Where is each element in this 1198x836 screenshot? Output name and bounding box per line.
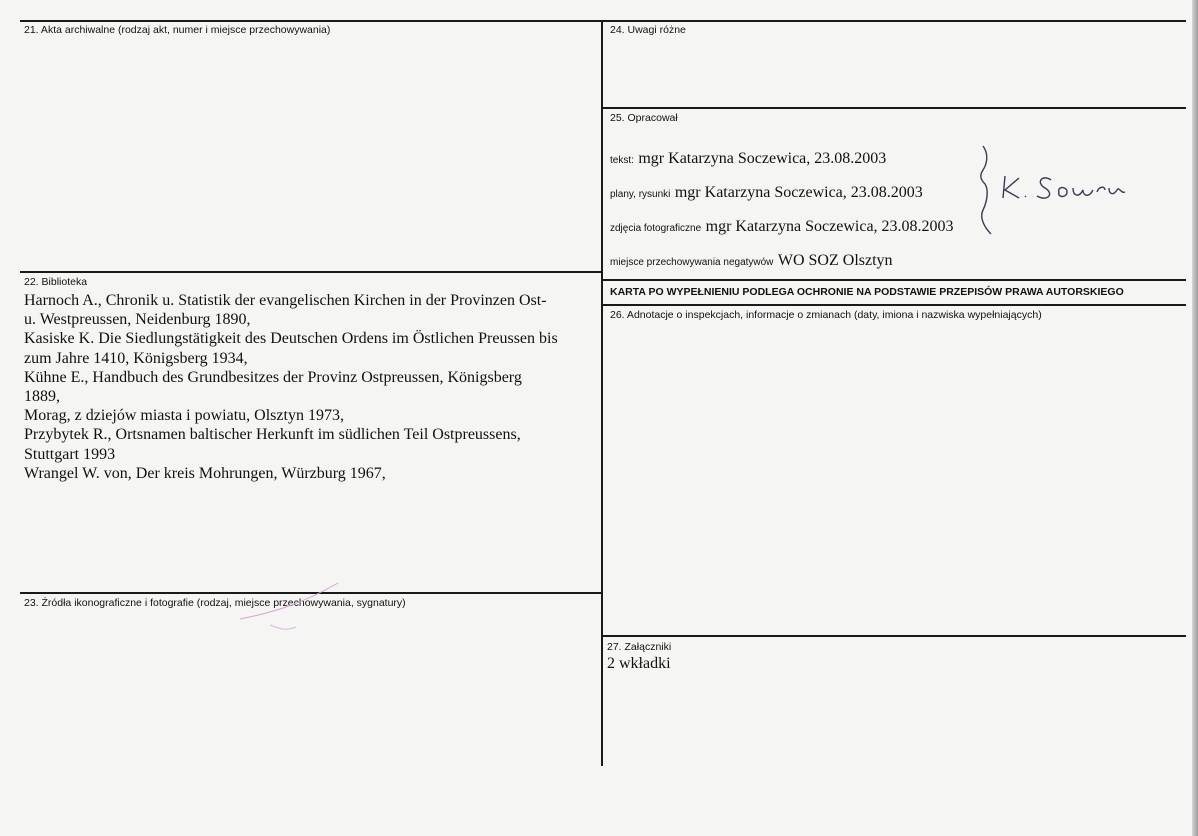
rule-25 <box>601 107 1186 109</box>
field-21-label: 21. Akta archiwalne (rodzaj akt, numer i miejsce przechowywania) <box>24 24 331 36</box>
bibliography-line: Morag, z dziejów miasta i powiatu, Olsztyn 1973, <box>24 407 344 425</box>
top-rule <box>20 20 1186 22</box>
author-photos-row <box>610 218 954 236</box>
negatives-location-value: WO SOZ Olsztyn <box>777 252 893 269</box>
rule-26 <box>601 304 1186 306</box>
negatives-location-row <box>610 252 893 270</box>
author-photos-value: mgr Katarzyna Soczewica, 23.08.2003 <box>705 218 954 235</box>
center-divider <box>601 20 603 766</box>
field-25-label: 25. Opracował <box>610 112 678 124</box>
field-24-label: 24. Uwagi różne <box>610 24 686 36</box>
bibliography-line: Kasiske K. Die Siedlungstätigkeit des Deutschen Ordens im Östlichen Preussen bis <box>24 330 558 348</box>
author-plans-row <box>610 184 923 202</box>
author-plans-value: mgr Katarzyna Soczewica, 23.08.2003 <box>674 184 923 201</box>
field-23-label: 23. Źródła ikonograficzne i fotografie (rodzaj, miejsce przechowywania, sygnatury) <box>24 597 406 609</box>
field-27-label: 27. Załączniki <box>607 641 672 653</box>
stray-pen-mark <box>230 575 350 635</box>
author-plans-prefix: plany, rysunki <box>610 189 671 200</box>
author-photos-prefix: zdjęcia fotograficzne <box>610 223 702 234</box>
bibliography-line: Wrangel W. von, Der kreis Mohrungen, Würzburg 1967, <box>24 464 386 482</box>
field-26-label: 26. Adnotacje o inspekcjach, informacje o zmianach (daty, imiona i nazwiska wypełniających) <box>610 309 1042 321</box>
attachments-value: 2 wkładki <box>607 655 671 672</box>
rule-22 <box>20 271 603 273</box>
bibliography-line: Harnoch A., Chronik u. Statistik der evangelischen Kirchen in der Provinzen Ost- <box>24 292 547 309</box>
bibliography-list <box>24 291 600 483</box>
negatives-location-prefix: miejsce przechowywania negatywów <box>610 257 774 268</box>
copyright-notice: KARTA PO WYPEŁNIENIU PODLEGA OCHRONIE NA PODSTAWIE PRZEPISÓW PRAWA AUTORSKIEGO <box>610 286 1124 298</box>
author-text-row <box>610 150 886 168</box>
rule-27 <box>601 635 1186 637</box>
bibliography-line: zum Jahre 1410, Königsberg 1934, <box>24 349 248 367</box>
scan-edge-shadow <box>1192 0 1198 836</box>
handwritten-signature <box>975 140 1145 240</box>
bibliography-line: 1889, <box>24 388 60 406</box>
bibliography-line: Przybytek R., Ortsnamen baltischer Herkunft im südlichen Teil Ostpreussens, <box>24 426 521 444</box>
rule-notice-top <box>601 279 1186 281</box>
author-text-prefix: tekst: <box>610 155 634 166</box>
bibliography-line: Kühne E., Handbuch des Grundbesitzes der Provinz Ostpreussen, Königsberg <box>24 368 522 386</box>
bibliography-line: u. Westpreussen, Neidenburg 1890, <box>24 311 251 329</box>
field-22-label: 22. Biblioteka <box>24 276 88 288</box>
bibliography-line: Stuttgart 1993 <box>24 445 116 463</box>
author-text-value: mgr Katarzyna Soczewica, 23.08.2003 <box>638 150 887 167</box>
